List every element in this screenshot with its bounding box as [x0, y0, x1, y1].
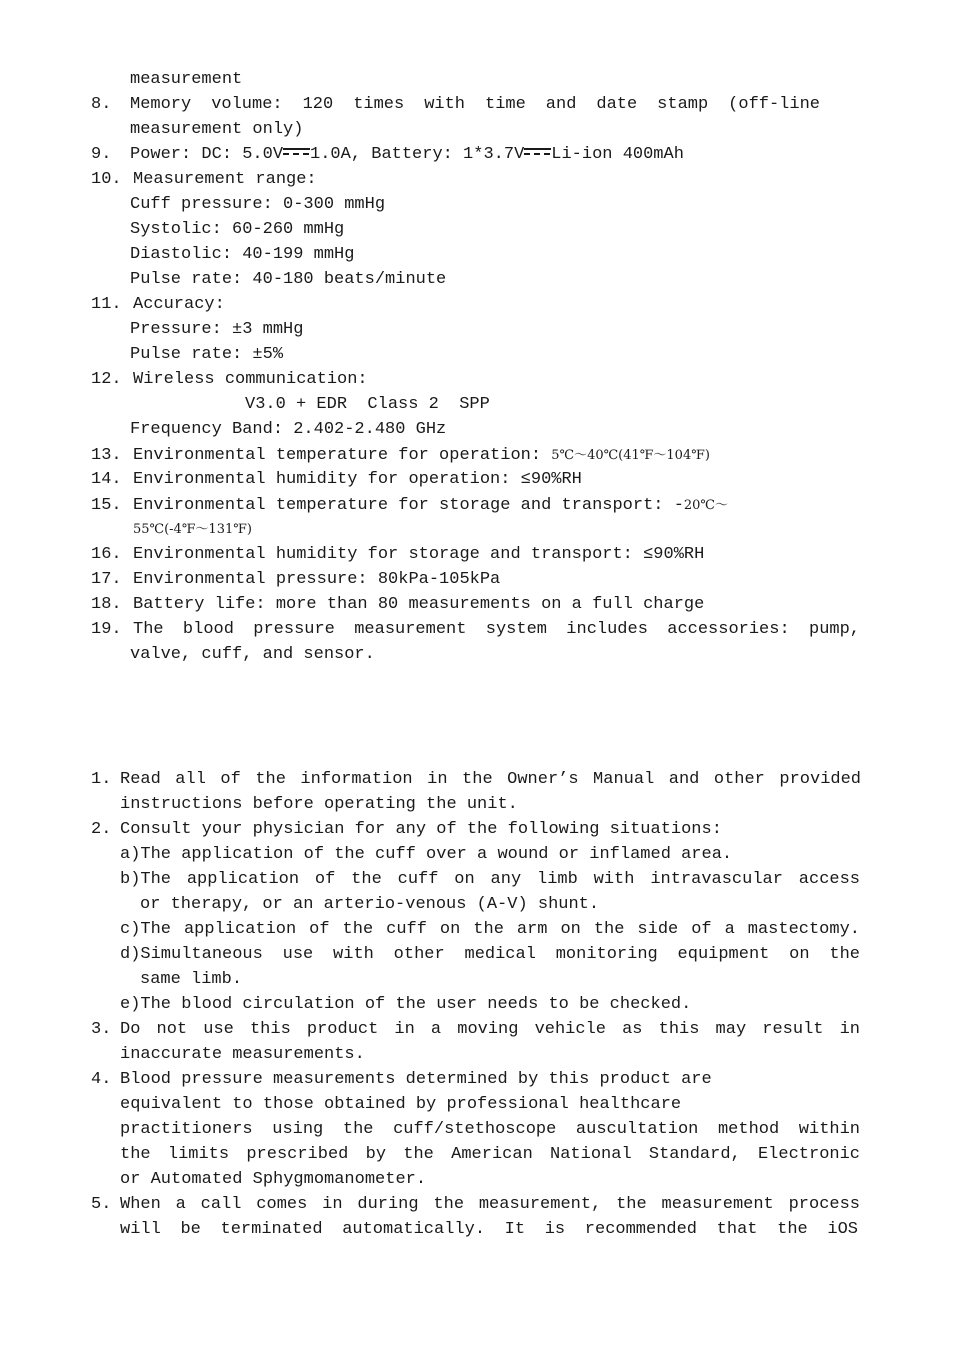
spec-item-10-title: Measurement range:: [133, 170, 317, 189]
warning-4-text-cont1: equivalent to those obtained by professional healthcare: [120, 1095, 682, 1114]
bluetooth-spec: V3.0 + EDR Class 2 SPP: [245, 395, 490, 414]
spec-item-12-title: Wireless communication:: [133, 370, 368, 389]
spec-item-17-number: 17.: [91, 570, 122, 589]
warning-2e: e)The blood circulation of the user needs to be checked.: [120, 995, 692, 1014]
warning-1-text-cont: instructions before operating the unit.: [120, 795, 518, 814]
diastolic-range: Diastolic: 40-199 mmHg: [130, 245, 355, 264]
pressure-accuracy: Pressure: ±3 mmHg: [130, 320, 304, 339]
warning-2a: a)The application of the cuff over a wound or inflamed area.: [120, 845, 733, 864]
warning-4-text: Blood pressure measurements determined by this product are: [120, 1070, 712, 1089]
spec-item-11-number: 11.: [91, 295, 122, 314]
spec-item-19-text-cont: valve, cuff, and sensor.: [130, 645, 375, 664]
warning-4-number: 4.: [91, 1070, 112, 1089]
warning-1-text: Read all of the information in the Owner’s Manual and other provided: [120, 770, 861, 789]
warning-5-text-cont: will be terminated automatically. It is recommended that the iOS: [120, 1220, 858, 1239]
spec-item-14-number: 14.: [91, 470, 122, 489]
warning-3-text-cont: inaccurate measurements.: [120, 1045, 365, 1064]
warning-2b-cont: or therapy, or an arterio-venous (A-V) shunt.: [140, 895, 600, 914]
spec-item-8-number: 8.: [91, 95, 112, 114]
cuff-pressure-range: Cuff pressure: 0-300 mmHg: [130, 195, 386, 214]
spec-item-9-text: [130, 142, 684, 167]
spec-item-16-number: 16.: [91, 545, 122, 564]
warning-2-number: 2.: [91, 820, 112, 839]
spec-item-11-title: Accuracy:: [133, 295, 225, 314]
warning-3-text: Do not use this product in a moving vehicle as this may result in: [120, 1020, 860, 1039]
warning-2d-cont: same limb.: [140, 970, 243, 989]
spec-item-13-number: 13.: [91, 446, 122, 465]
warning-5-number: 5.: [91, 1195, 112, 1214]
warning-5-text: When a call comes in during the measurement, the measurement process: [120, 1195, 860, 1214]
spec-item-14-text: Environmental humidity for operation: ≤90%RH: [133, 470, 582, 489]
warning-1-number: 1.: [91, 770, 112, 789]
spec-item-15-text: [133, 493, 728, 518]
pulse-accuracy: Pulse rate: ±5%: [130, 345, 284, 364]
power-dc-label: Power: DC: 5.0V: [130, 145, 284, 164]
spec-item-12-number: 12.: [91, 370, 122, 389]
warning-2d: d)Simultaneous use with other medical monitoring equipment on the: [120, 945, 860, 964]
spec-item-19-text: The blood pressure measurement system includes accessories: pump,: [133, 620, 860, 639]
spec-item-7-continuation: measurement: [130, 70, 243, 89]
spec-item-18-text: Battery life: more than 80 measurements on a full charge: [133, 595, 705, 614]
frequency-band: Frequency Band: 2.402-2.480 GHz: [130, 420, 447, 439]
dc-symbol-icon: [524, 147, 551, 157]
spec-item-19-number: 19.: [91, 620, 122, 639]
storage-temp-range-start: 20℃～: [683, 498, 728, 513]
spec-item-13-text: [133, 443, 710, 468]
spec-item-10-number: 10.: [91, 170, 122, 189]
warning-4-text-cont2: practitioners using the cuff/stethoscope auscultation method within: [120, 1120, 860, 1139]
power-battery-label: 1.0A, Battery: 1*3.7V: [310, 145, 525, 164]
warning-2b: b)The application of the cuff on any limb with intravascular access: [120, 870, 860, 889]
power-battery-type: Li-ion 400mAh: [551, 145, 684, 164]
operating-temp-label: Environmental temperature for operation:: [133, 446, 552, 465]
operating-temp-range: 5℃～40℃(41℉～104℉): [551, 448, 710, 463]
spec-item-8-text: Memory volume: 120 times with time and date stamp (off-line: [130, 95, 820, 114]
systolic-range: Systolic: 60-260 mmHg: [130, 220, 345, 239]
spec-item-18-number: 18.: [91, 595, 122, 614]
dc-symbol-icon: [283, 147, 310, 157]
spec-item-17-text: Environmental pressure: 80kPa-105kPa: [133, 570, 501, 589]
warning-2-title: Consult your physician for any of the following situations:: [120, 820, 722, 839]
storage-temp-range-end: 55℃(-4℉～131℉): [133, 522, 252, 537]
spec-item-16-text: Environmental humidity for storage and transport: ≤90%RH: [133, 545, 705, 564]
warning-3-number: 3.: [91, 1020, 112, 1039]
spec-item-9-number: 9.: [91, 145, 112, 164]
spec-item-15-number: 15.: [91, 496, 122, 515]
warning-2c: c)The application of the cuff on the arm on the side of a mastectomy.: [120, 920, 860, 939]
warning-4-text-cont4: or Automated Sphygmomanometer.: [120, 1170, 427, 1189]
spec-item-8-text-cont: measurement only): [130, 120, 304, 139]
warning-4-text-cont3: the limits prescribed by the American National Standard, Electronic: [120, 1145, 860, 1164]
pulse-rate-range: Pulse rate: 40-180 beats/minute: [130, 270, 447, 289]
storage-temp-label: Environmental temperature for storage and transport: -: [133, 496, 684, 515]
